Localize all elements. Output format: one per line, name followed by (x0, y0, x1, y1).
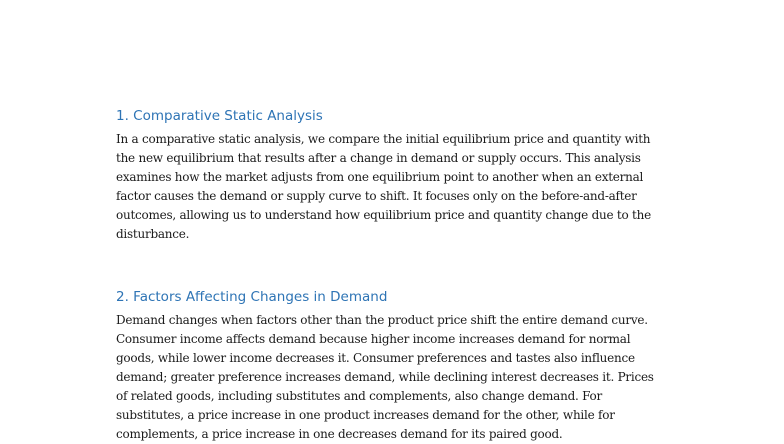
paragraph-line: disturbance. (116, 227, 190, 241)
paragraph-line: substitutes, a price increase in one product increases demand for the other, while for (116, 408, 615, 422)
paragraph-line: In a comparative static analysis, we compare the initial equilibrium price and quantity with (116, 132, 651, 146)
paragraph-line: Demand changes when factors other than the product price shift the entire demand curve. (116, 313, 648, 327)
paragraph-line: complements, a price increase in one decreases demand for its paired good. (116, 427, 563, 441)
paragraph-line: factor causes the demand or supply curve to shift. It focuses only on the before-and-after (116, 189, 637, 203)
section-heading: 1. Comparative Static Analysis (116, 108, 323, 124)
paragraph-line: outcomes, allowing us to understand how equilibrium price and quantity change due to the (116, 208, 651, 222)
paragraph-line: of related goods, including substitutes and complements, also change demand. For (116, 389, 603, 403)
paragraph-line: the new equilibrium that results after a change in demand or supply occurs. This analysis (116, 151, 641, 165)
paragraph-line: goods, while lower income decreases it. Consumer preferences and tastes also influence (116, 351, 635, 365)
section-heading: 2. Factors Affecting Changes in Demand (116, 289, 388, 305)
paragraph-line: demand; greater preference increases demand, while declining interest decreases it. Prices (116, 370, 654, 384)
section-paragraph (116, 130, 676, 244)
paragraph-line: Consumer income affects demand because higher income increases demand for normal (116, 332, 631, 346)
section-comparative-static-analysis (116, 106, 676, 244)
paragraph-line: examines how the market adjusts from one equilibrium point to another when an external (116, 170, 644, 184)
section-paragraph (116, 311, 676, 444)
section-factors-affecting-demand (116, 287, 676, 444)
